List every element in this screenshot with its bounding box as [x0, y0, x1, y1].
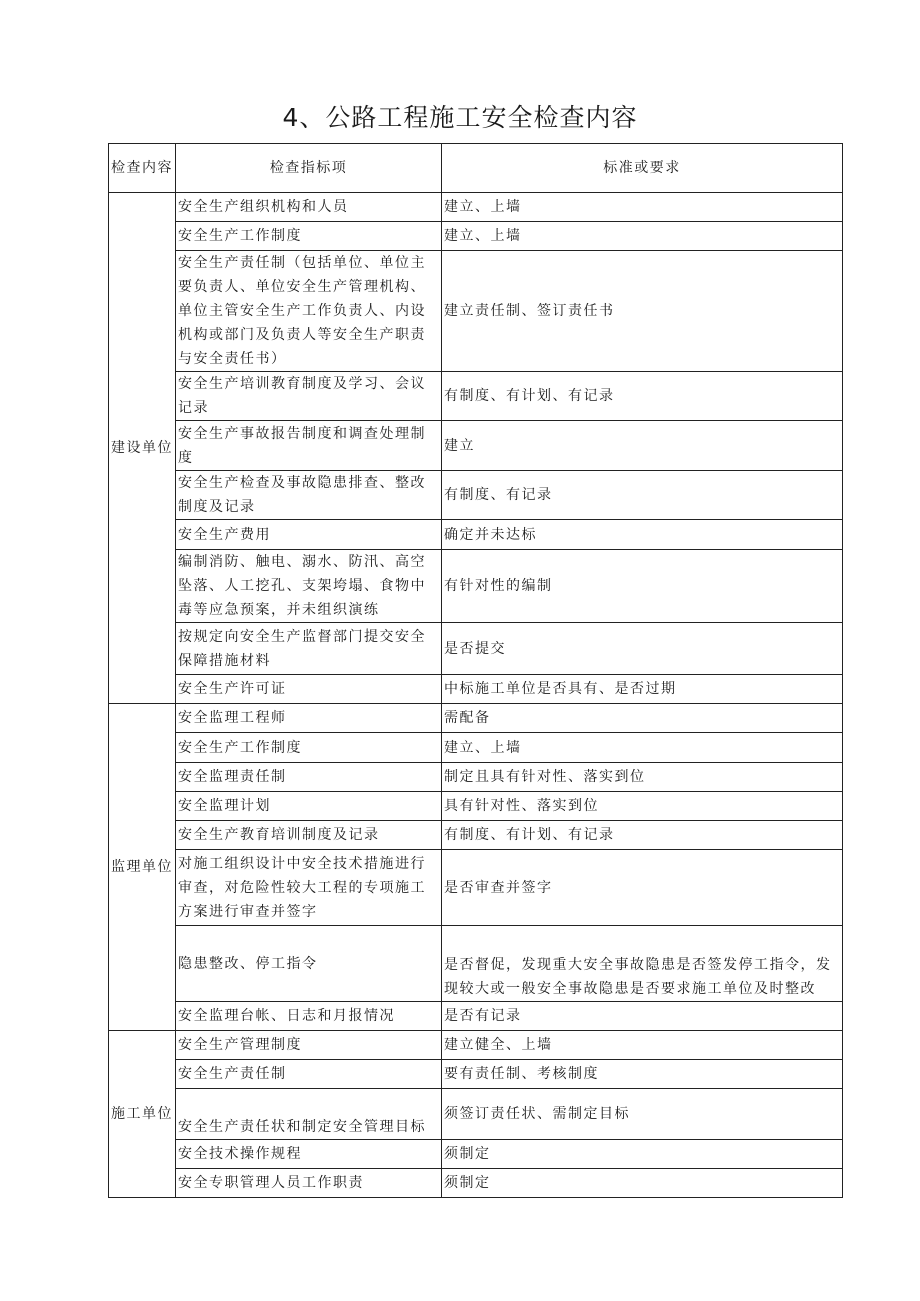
- item-cell: 安全生产组织机构和人员: [176, 193, 442, 222]
- table-row: [109, 733, 843, 763]
- item-cell: 安全生产检查及事故隐患排查、整改制度及记录: [176, 471, 442, 520]
- item-cell: 安全生产事故报告制度和调查处理制度: [176, 421, 442, 471]
- table-row: [109, 251, 843, 372]
- table-row: [109, 850, 843, 926]
- standard-cell: 制定且具有针对性、落实到位: [442, 763, 843, 792]
- header-standard: 标准或要求: [442, 144, 843, 193]
- item-cell: 对施工组织设计中安全技术措施进行审查，对危险性较大工程的专项施工方案进行审查并签字: [176, 850, 442, 926]
- standard-cell: 建立、上墙: [442, 193, 843, 222]
- item-cell: 编制消防、触电、溺水、防汛、高空坠落、人工挖孔、支架垮塌、食物中毒等应急预案，并未组织演练: [176, 550, 442, 623]
- table-row: [109, 1060, 843, 1089]
- standard-cell: 有制度、有记录: [442, 471, 843, 520]
- item-cell: 按规定向安全生产监督部门提交安全保障措施材料: [176, 623, 442, 675]
- table-row: [109, 1089, 843, 1140]
- item-cell: 安全生产责任状和制定安全管理目标: [176, 1089, 442, 1140]
- item-cell: 安全生产工作制度: [176, 222, 442, 251]
- table-row: [109, 372, 843, 421]
- standard-cell: 有针对性的编制: [442, 550, 843, 623]
- item-cell: 安全监理台帐、日志和月报情况: [176, 1002, 442, 1031]
- unit-cell-contractor: 施工单位: [109, 1031, 176, 1198]
- table-row: [109, 1169, 843, 1198]
- standard-cell: 需配备: [442, 704, 843, 733]
- standard-cell: 是否提交: [442, 623, 843, 675]
- standard-cell: 建立健全、上墙: [442, 1031, 843, 1060]
- item-cell: 安全生产培训教育制度及学习、会议记录: [176, 372, 442, 421]
- standard-cell: 须制定: [442, 1169, 843, 1198]
- item-cell: 安全技术操作规程: [176, 1140, 442, 1169]
- unit-cell-construction: 建设单位: [109, 193, 176, 704]
- item-cell: 安全监理责任制: [176, 763, 442, 792]
- table-row: [109, 222, 843, 251]
- item-cell: 安全生产教育培训制度及记录: [176, 821, 442, 850]
- table-row: [109, 763, 843, 792]
- item-cell: 安全生产责任制: [176, 1060, 442, 1089]
- standard-cell: 是否审查并签字: [442, 850, 843, 926]
- table-row: [109, 520, 843, 550]
- inspection-table: [108, 143, 843, 1198]
- table-row: [109, 704, 843, 733]
- table-row: [109, 421, 843, 471]
- standard-cell: 是否督促，发现重大安全事故隐患是否签发停工指令，发现较大或一般安全事故隐患是否要求施工单位及时整改: [442, 926, 843, 1002]
- item-cell: 安全生产管理制度: [176, 1031, 442, 1060]
- header-item: 检查指标项: [176, 144, 442, 193]
- table-row: [109, 821, 843, 850]
- item-cell: 安全生产责任制（包括单位、单位主要负责人、单位安全生产管理机构、单位主管安全生产工作负责人、内设机构或部门及负责人等安全生产职责与安全责任书）: [176, 251, 442, 372]
- standard-cell: 建立、上墙: [442, 733, 843, 763]
- standard-cell: 确定并未达标: [442, 520, 843, 550]
- table-row: [109, 792, 843, 821]
- item-cell: 安全监理工程师: [176, 704, 442, 733]
- table-row: [109, 471, 843, 520]
- table-row: [109, 1002, 843, 1031]
- standard-cell: 有制度、有计划、有记录: [442, 821, 843, 850]
- table-row: [109, 550, 843, 623]
- item-cell: 安全生产工作制度: [176, 733, 442, 763]
- standard-cell: 有制度、有计划、有记录: [442, 372, 843, 421]
- table-header-row: [109, 144, 843, 193]
- standard-cell: 中标施工单位是否具有、是否过期: [442, 675, 843, 704]
- standard-cell: 具有针对性、落实到位: [442, 792, 843, 821]
- standard-cell: 建立: [442, 421, 843, 471]
- unit-cell-supervision: 监理单位: [109, 704, 176, 1031]
- table-row: [109, 623, 843, 675]
- item-cell: 安全监理计划: [176, 792, 442, 821]
- standard-cell: 须签订责任状、需制定目标: [442, 1089, 843, 1140]
- page-title: 4、公路工程施工安全检查内容: [282, 103, 638, 132]
- table-row: [109, 1140, 843, 1169]
- table-row: [109, 926, 843, 1002]
- header-content: 检查内容: [109, 144, 176, 193]
- item-cell: 安全专职管理人员工作职责: [176, 1169, 442, 1198]
- table-row: [109, 1031, 843, 1060]
- standard-cell: 建立责任制、签订责任书: [442, 251, 843, 372]
- item-cell: 安全生产许可证: [176, 675, 442, 704]
- item-cell: 隐患整改、停工指令: [176, 926, 442, 1002]
- standard-cell: 要有责任制、考核制度: [442, 1060, 843, 1089]
- standard-cell: 建立、上墙: [442, 222, 843, 251]
- table-row: [109, 193, 843, 222]
- table-row: [109, 675, 843, 704]
- standard-cell: 是否有记录: [442, 1002, 843, 1031]
- item-cell: 安全生产费用: [176, 520, 442, 550]
- standard-cell: 须制定: [442, 1140, 843, 1169]
